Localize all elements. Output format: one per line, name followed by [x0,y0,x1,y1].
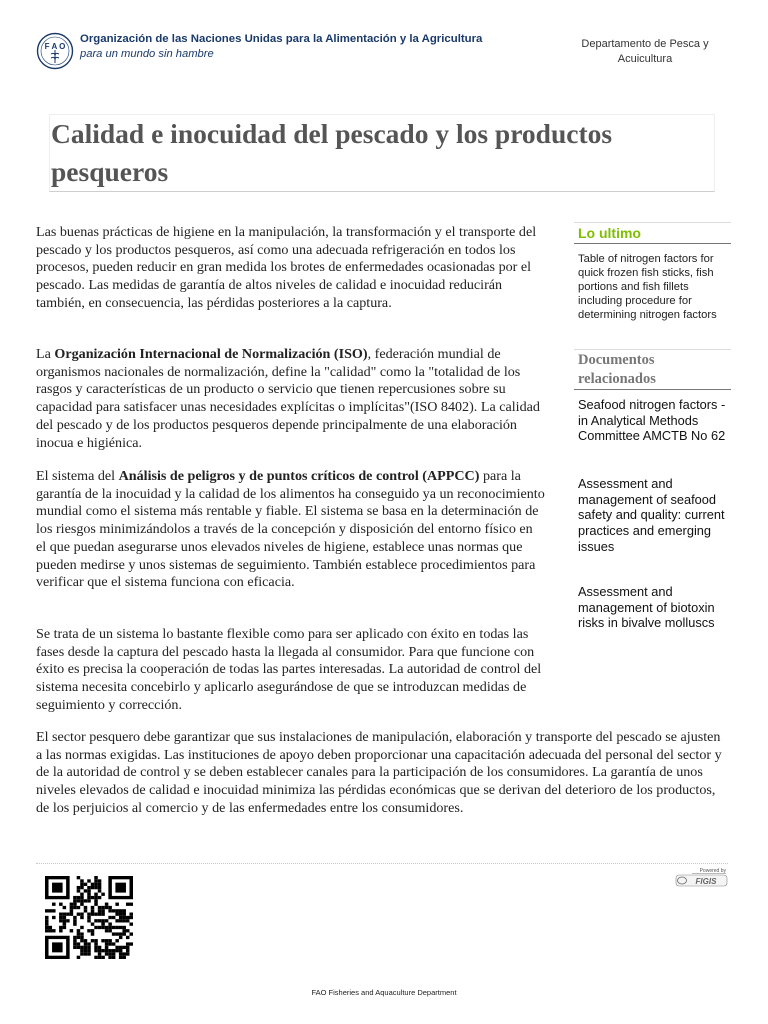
iso-term: Organización Internacional de Normalización (ISO) [54,346,368,362]
footer-text: FAO Fisheries and Aquaculture Department [311,988,457,997]
paragraph-flexibility: Se trata de un sistema lo bastante flexible como para ser aplicado con éxito en todas las fases desde la captura del pescado hasta la llegada al consumidor. Para que funcione con éxito es precisa la cooperación de todas las partes interesadas. La autoridad de control del sistema necesita concebirlo y aplicarlo asegurándose de que se introduzcan medidas de seguimiento y corrección. [36,626,542,713]
related-documents-heading: Documentos relacionados [574,349,731,390]
paragraph-appcc-text: para la garantía de la inocuidad y la calidad de los alimentos ha conseguido ya un reconocimiento mundial como el sistema más rentable y fiable. El sistema se basa en la determinación de los riesgos minimizándolos a través de la concepción y disposición del entorno físico en el que puedan asegurarse unos elevados niveles de higiene, establece unas normas que pueden medirse y unos sistemas de seguimiento. También establece procedimientos para verificar que el sistema funciona con eficacia. [36,468,545,591]
paragraph-iso-text: , federación mundial de organismos nacionales de normalización, define la "calidad" como la "totalidad de los rasgos y características de un producto o servicio que tienen repercusiones sobre su capacidad para satisfacer unas necesidades explícitas o implícitas"(ISO 8402). La calidad del pescado y de los productos pesqueros depende principalmente de una elaboración inocua e higiénica. [36,346,540,451]
organization-name: Organización de las Naciones Unidas para la Alimentación y la Agricultura [80,33,483,45]
footer-divider [36,863,728,864]
paragraph-appcc-prefix: El sistema del [36,468,119,484]
figis-label: FIGIS [695,877,717,886]
paragraph-sector: El sector pesquero debe garantizar que sus instalaciones de manipulación, elaboración y transporte del pescado se ajusten a las normas exigidas. Las instituciones de apoyo deben proporcionar una capacitación adecuada del personal del sector y de la autoridad de control y se deben establecer canales para la participación de los consumidores. La garantía de unos niveles elevados de calidad e inocuidad minimiza las pérdidas económicas que se derivan del deterioro de los productos, de los perjuicios al comercio y de las enfermedades entre los consumidores. [36,729,722,816]
qr-code-icon [45,876,133,959]
latest-item-link[interactable]: Table of nitrogen factors for quick frozen fish sticks, fish portions and fish fillets including procedure for determining nitrogen factors [578,253,717,321]
related-document-link[interactable]: Assessment and management of biotoxin risks in bivalve molluscs [578,584,715,631]
appcc-term: Análisis de peligros y de puntos críticos de control (APPCC) [118,468,480,484]
page-header [36,32,732,72]
page-title: Calidad e inocuidad del pescado y los productos pesqueros [51,118,613,187]
paragraph-appcc [36,468,546,592]
paragraph-iso-prefix: La [36,346,55,362]
powered-by-label: Powered by [699,868,726,874]
fao-logo-icon[interactable] [36,32,74,70]
paragraph-intro: Las buenas prácticas de higiene en la manipulación, la transformación y el transporte del pescado y los productos pesqueros, así como una adecuada refrigeración en todos los procesos, pueden reducir en gran medida los brotes de enfermedades ocasionadas por el pescado. Las medidas de garantía de altos niveles de calidad e inocuidad reducirán también, en consecuencia, las pérdidas posteriores a la captura. [36,224,537,311]
title-box [49,114,715,192]
related-document-link[interactable]: Seafood nitrogen factors - in Analytical Methods Committee AMCTB No 62 [578,397,726,444]
figis-logo-icon[interactable] [672,866,728,888]
paragraph-iso [36,346,550,452]
latest-heading: Lo ultimo [574,222,731,244]
department-name[interactable]: Departamento de Pesca y Acuicultura [581,38,709,65]
svg-text:F A O: F A O [44,42,66,51]
related-document-link[interactable]: Assessment and management of seafood safety and quality: current practices and emerging issues [578,476,725,554]
organization-tagline: para un mundo sin hambre [80,48,214,60]
